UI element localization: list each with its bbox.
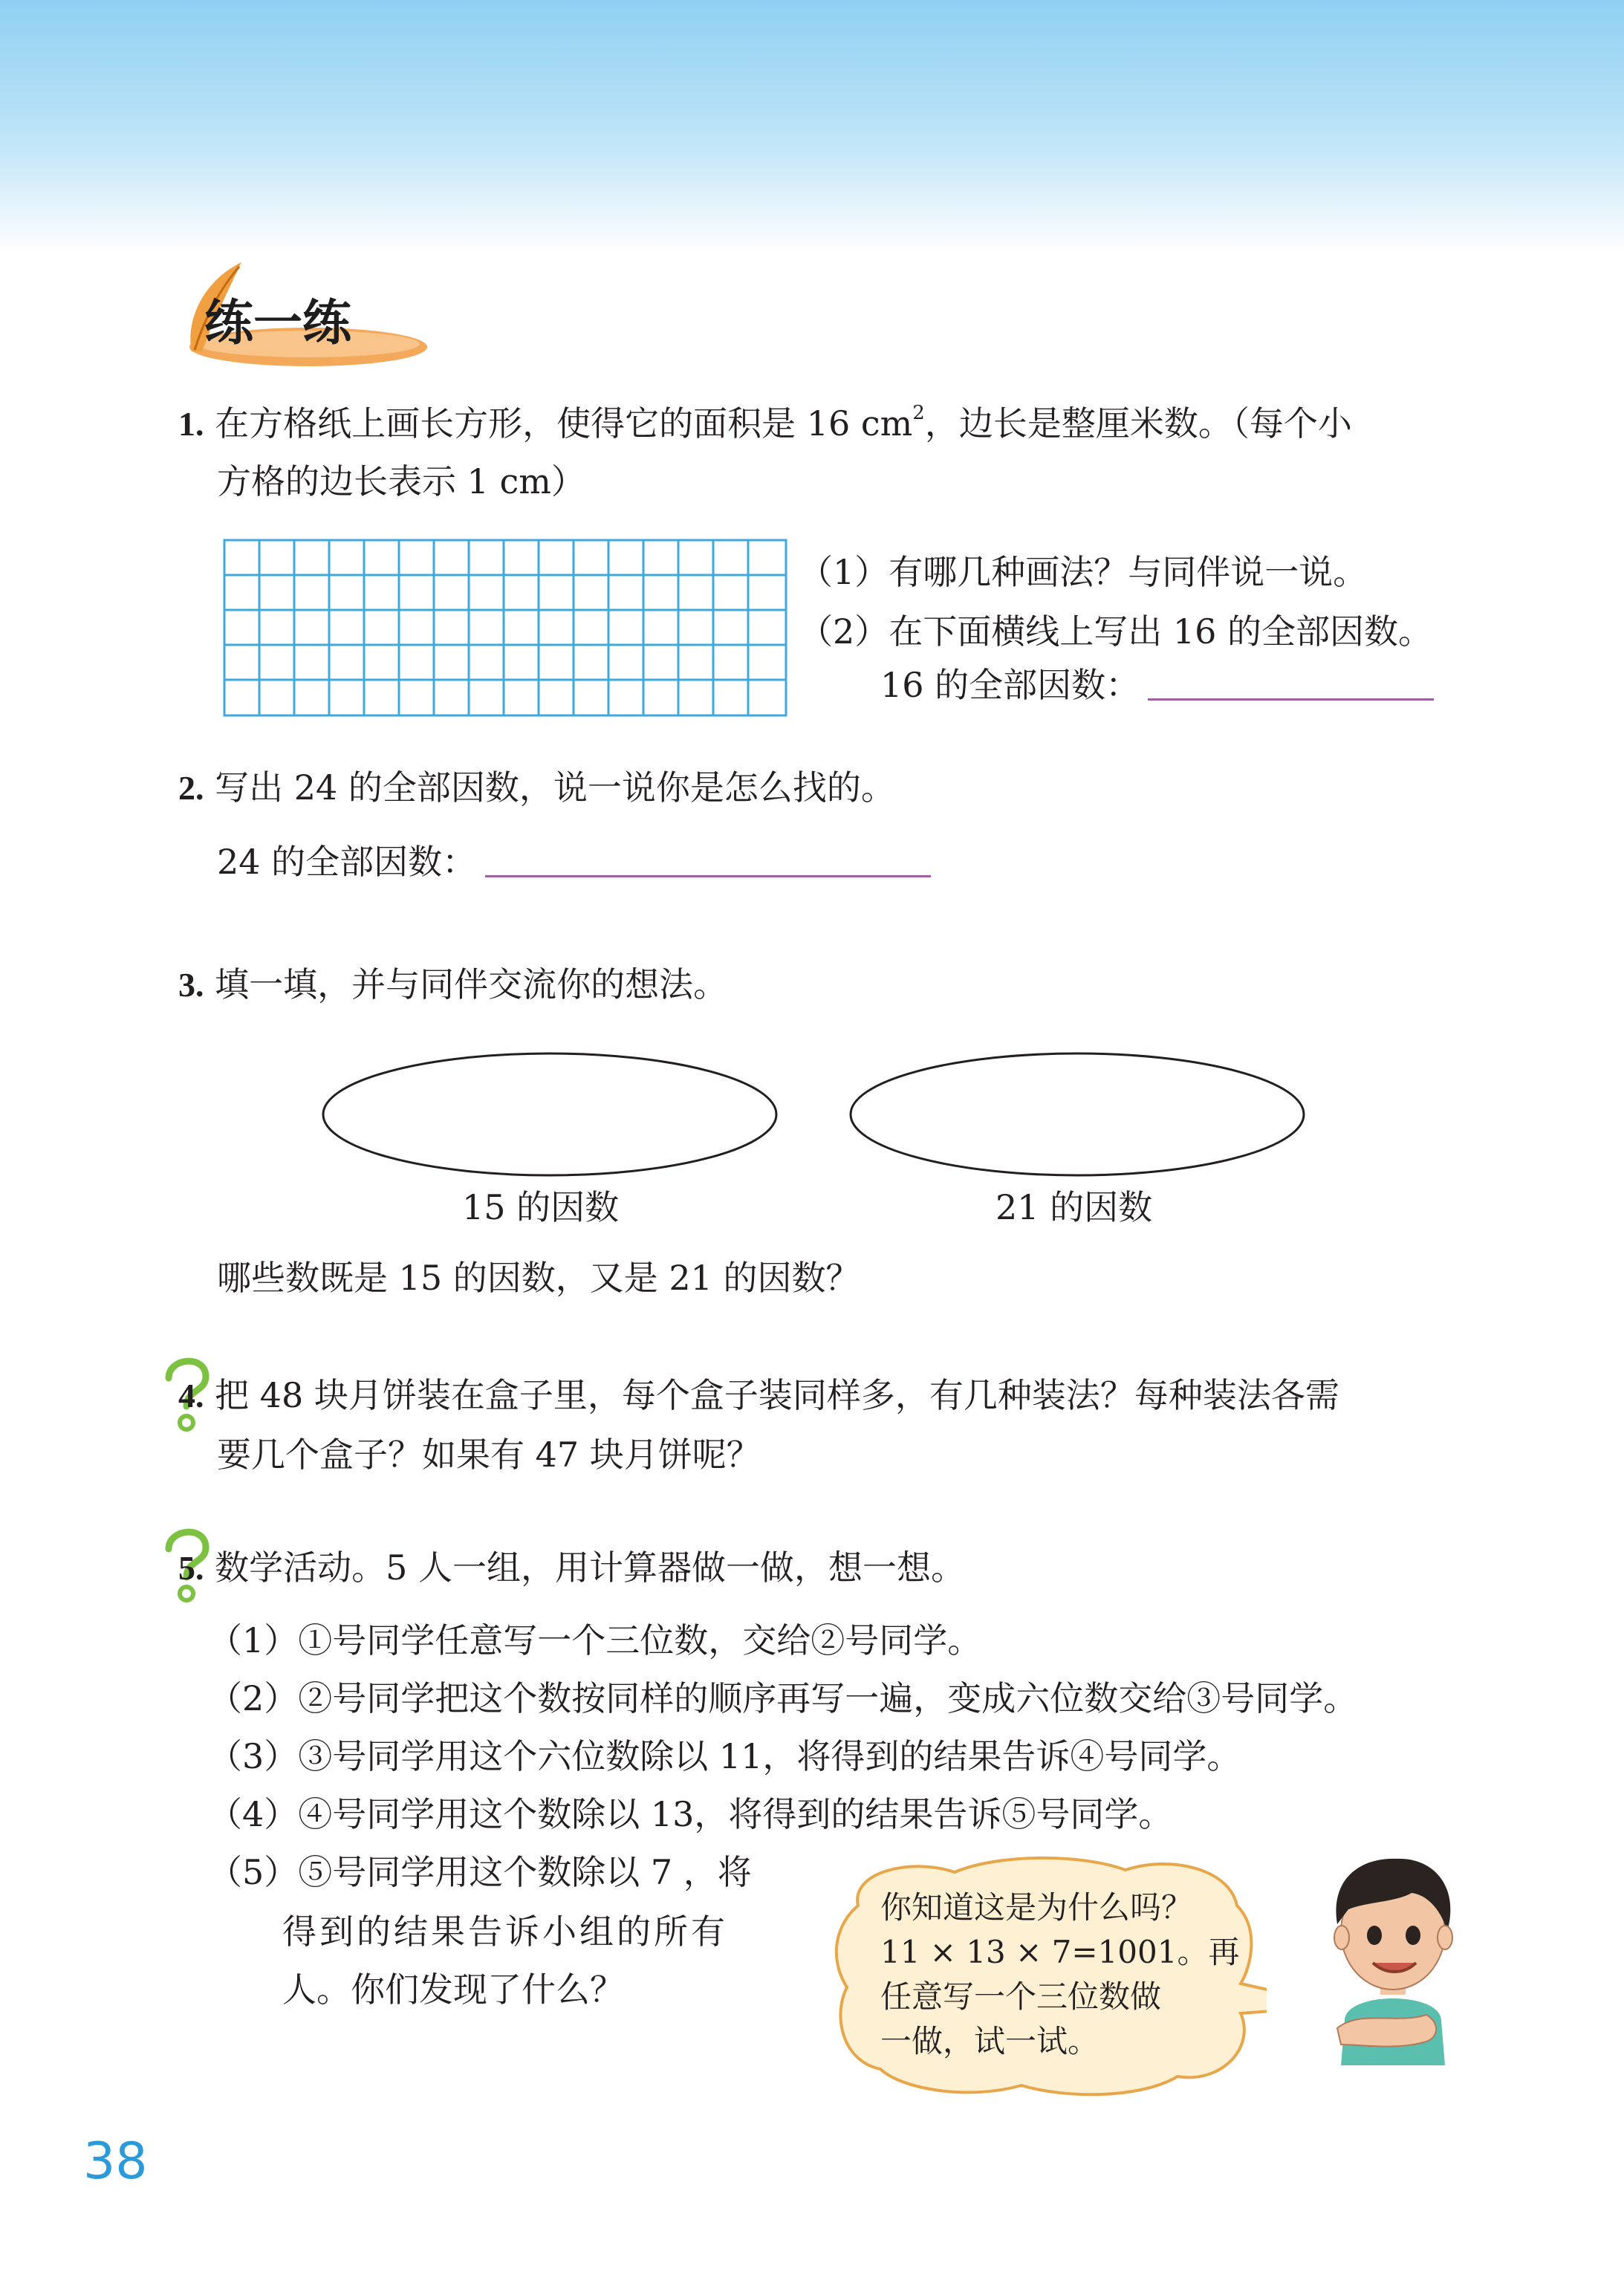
question-2 <box>178 765 895 811</box>
question-5-number: 5. <box>178 1549 204 1587</box>
question-4-line1: 把 48 块月饼装在盒子里，每个盒子装同样多，有几种装法？每种装法各需 <box>215 1375 1339 1415</box>
question-3-prompt: 哪些数既是 15 的因数，又是 21 的因数？ <box>217 1258 860 1298</box>
question-5-step-2: （2）②号同学把这个数按同样的顺序再写一遍，变成六位数交给③号同学。 <box>208 1678 1358 1718</box>
question-4 <box>178 1373 1339 1418</box>
question-5-step-5-line2: 得到的结果告诉小组的所有 <box>282 1912 728 1952</box>
question-3 <box>178 962 727 1007</box>
question-5-text: 数学活动。5 人一组，用计算器做一做，想一想。 <box>215 1548 966 1588</box>
question-3-number: 3. <box>178 966 204 1004</box>
question-4-line2: 要几个盒子？如果有 47 块月饼呢？ <box>217 1435 761 1475</box>
answer-line-24[interactable] <box>485 875 931 877</box>
question-5 <box>178 1545 965 1591</box>
question-2-text: 写出 24 的全部因数，说一说你是怎么找的。 <box>215 767 895 808</box>
question-1-sub1: （1）有哪几种画法？与同伴说一说。 <box>799 552 1368 592</box>
label-21-factors: 21 的因数 <box>995 1187 1153 1227</box>
question-1-number: 1. <box>178 405 204 443</box>
bubble-line-2: 11 × 13 × 7=1001。再 <box>880 1934 1240 1970</box>
question-4-number: 4. <box>178 1377 204 1415</box>
section-title: 练一练 <box>204 294 351 351</box>
superscript: 2 <box>912 402 925 424</box>
question-5-step-5-line3: 人。你们发现了什么？ <box>282 1969 624 2010</box>
question-1-line2: 方格的边长表示 1 cm） <box>217 461 585 501</box>
question-1-answer-label: 16 的全部因数： <box>880 665 1140 705</box>
question-3-text: 填一填，并与同伴交流你的想法。 <box>215 964 728 1004</box>
question-1-line1-tail: ，边长是整厘米数。（每个小 <box>924 403 1352 444</box>
ellipse-15-factors[interactable] <box>316 1048 784 1181</box>
question-2-number: 2. <box>178 769 204 807</box>
question-1-sub2: （2）在下面横线上写出 16 的全部因数。 <box>799 611 1433 652</box>
bubble-line-1: 你知道这是为什么吗？ <box>880 1889 1193 1926</box>
boy-illustration <box>1315 1850 1471 2065</box>
bubble-line-3: 任意写一个三位数做 <box>880 1978 1162 2015</box>
question-5-step-1: （1）①号同学任意写一个三位数，交给②号同学。 <box>208 1620 982 1660</box>
page-number: 38 <box>83 2132 148 2191</box>
question-1 <box>178 401 1352 446</box>
question-5-step-5-line1: （5）⑤号同学用这个数除以 7 ，将 <box>208 1852 752 1892</box>
label-15-factors: 15 的因数 <box>462 1187 620 1227</box>
question-5-step-4: （4）④号同学用这个数除以 13，将得到的结果告诉⑤号同学。 <box>208 1794 1173 1834</box>
header-band <box>0 0 1624 253</box>
grid-paper <box>223 539 787 717</box>
question-2-answer-label: 24 的全部因数： <box>217 842 477 882</box>
bubble-line-4: 一做，试一试。 <box>880 2023 1100 2059</box>
answer-line-16[interactable] <box>1148 698 1434 701</box>
ellipse-21-factors[interactable] <box>843 1048 1311 1181</box>
question-1-line1: 在方格纸上画长方形，使得它的面积是 16 cm <box>215 403 913 444</box>
question-5-step-3: （3）③号同学用这个六位数除以 11，将得到的结果告诉④号同学。 <box>208 1736 1241 1776</box>
